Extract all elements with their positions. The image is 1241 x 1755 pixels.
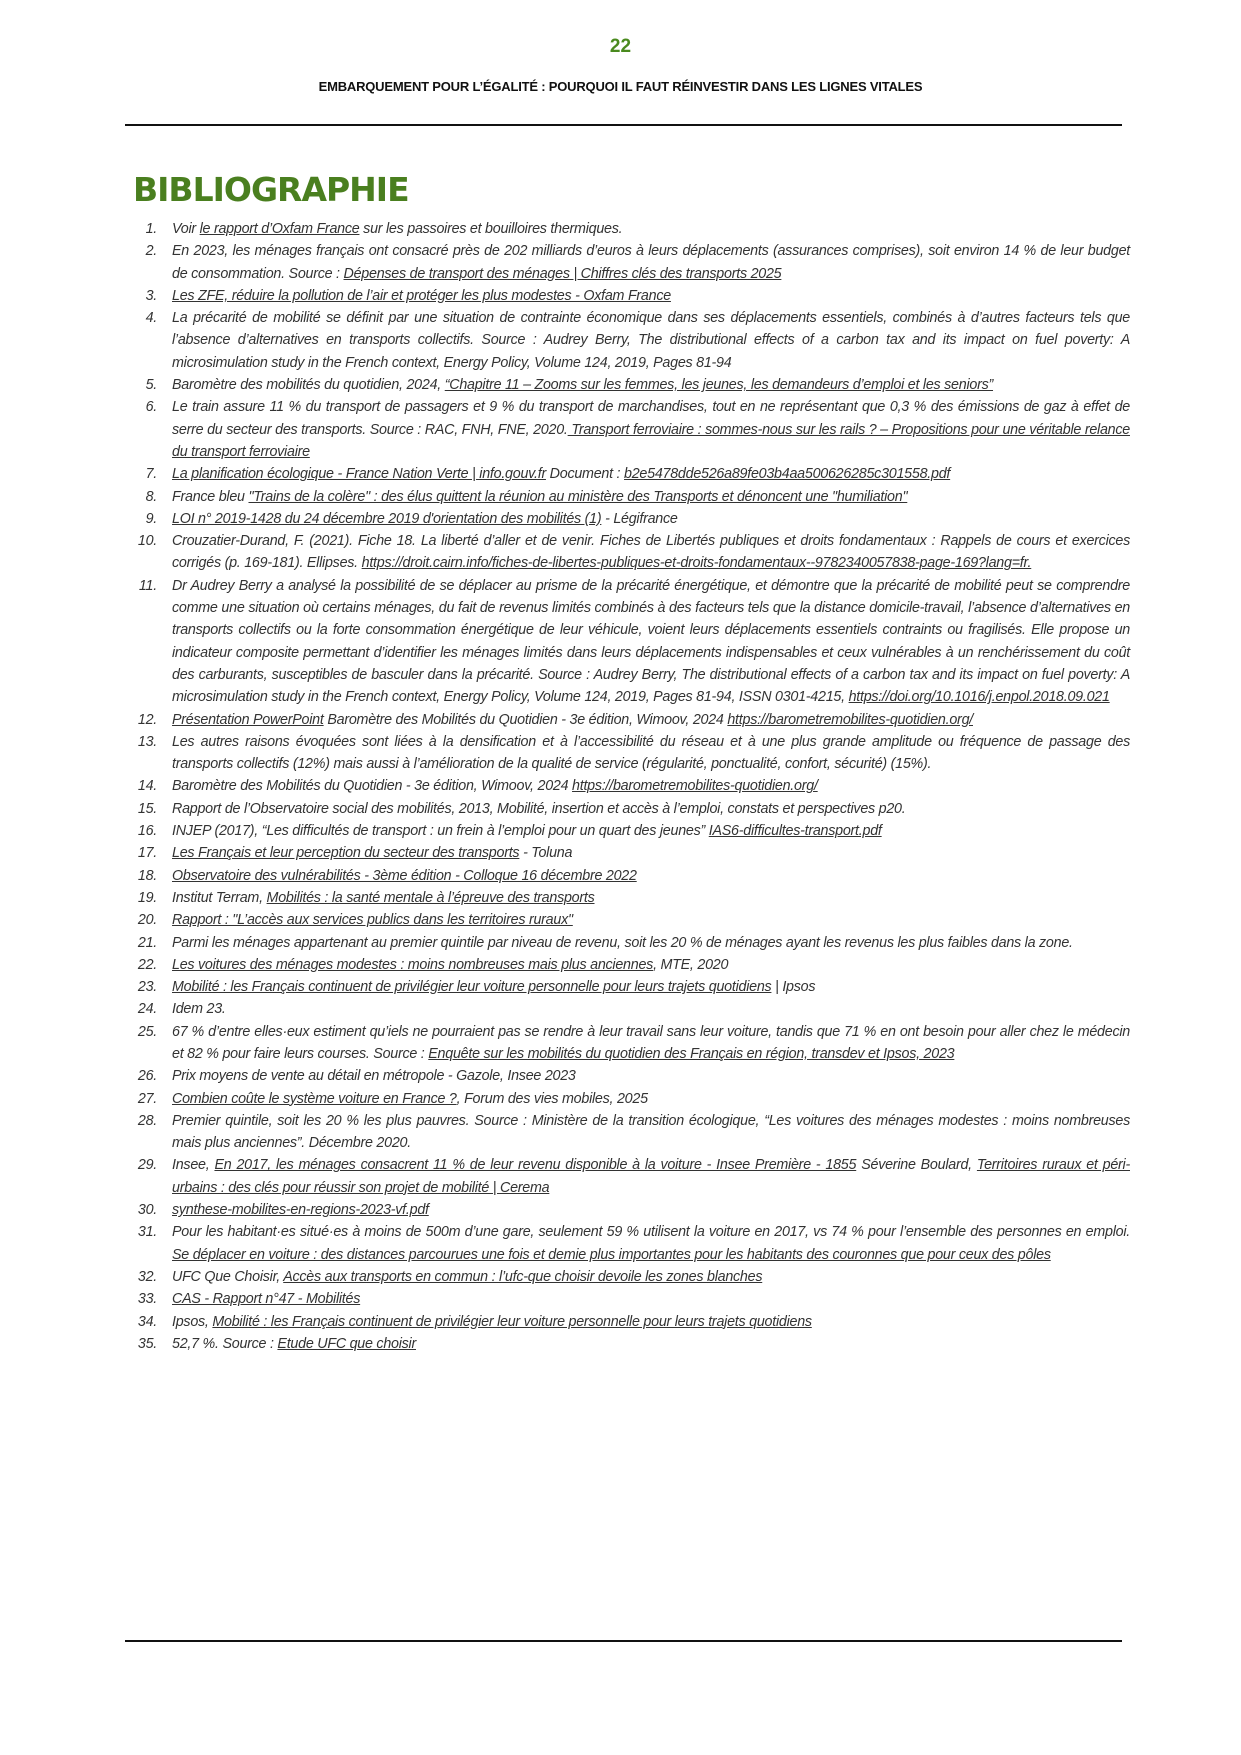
reference-number: 35. (137, 1335, 157, 1352)
reference-number: 14. (137, 778, 157, 795)
reference-number: 33. (137, 1291, 157, 1308)
reference-text-segment: , Forum des vies mobiles, 2025 (456, 1090, 648, 1107)
reference-text-segment: 67 % d’entre elles·eux estiment qu’iels ne pourraient pas se rendre à leur travail sans leur voiture, tandis que 71 % en ont besoin pour aller chez le médecin et 82 % pour faire leurs courses. Source : (172, 1023, 1130, 1062)
reference-number: 27. (137, 1090, 157, 1107)
reference-link[interactable]: LOI n° 2019-1428 du 24 décembre 2019 d'orientation des mobilités (1) (172, 510, 602, 527)
reference-link[interactable]: Enquête sur les mobilités du quotidien des Français en région, transdev et Ipsos, 2023 (428, 1045, 955, 1062)
reference-text (160, 307, 1130, 374)
reference-link[interactable]: https://doi.org/10.1016/j.enpol.2018.09.021 (848, 689, 1110, 706)
reference-text (160, 976, 1130, 998)
reference-link[interactable]: Transport ferroviaire : sommes-nous sur les rails ? – Propositions pour une véritable relance du transport ferroviaire (172, 421, 1130, 460)
reference-number: 21. (137, 934, 157, 951)
reference-text (160, 1065, 1130, 1087)
reference-number: 22. (137, 956, 157, 973)
reference-number: 12. (137, 711, 157, 728)
reference-item (137, 307, 1130, 374)
reference-text-segment: Prix moyens de vente au détail en métropole - Gazole, Insee 2023 (172, 1068, 576, 1085)
reference-link[interactable]: Les ZFE, réduire la pollution de l’air et protéger les plus modestes - Oxfam France (172, 287, 671, 304)
reference-item (137, 374, 1130, 396)
reference-item (137, 775, 1130, 797)
header-divider (125, 124, 1122, 126)
reference-number: 26. (137, 1068, 157, 1085)
reference-number: 31. (137, 1224, 157, 1241)
reference-text-segment: Idem 23. (172, 1001, 226, 1018)
reference-number: 8. (145, 488, 157, 505)
reference-item (137, 842, 1130, 864)
reference-number: 24. (137, 1001, 157, 1018)
reference-text (160, 1266, 1130, 1288)
reference-text (160, 909, 1130, 931)
reference-item (137, 731, 1130, 776)
reference-item (137, 909, 1130, 931)
reference-text-segment: Institut Terram, (172, 889, 267, 906)
reference-link[interactable]: b2e5478dde526a89fe03b4aa500626285c301558.pdf (624, 466, 951, 483)
reference-text (160, 842, 1130, 864)
reference-link[interactable]: Mobilité : les Français continuent de privilégier leur voiture personnelle pour leurs trajets quotidiens (212, 1313, 812, 1330)
reference-item (137, 998, 1130, 1020)
reference-text (160, 998, 1130, 1020)
reference-text (160, 218, 1130, 240)
reference-item (137, 1288, 1130, 1310)
reference-item (137, 218, 1130, 240)
reference-text (160, 709, 1130, 731)
reference-link[interactable]: synthese-mobilites-en-regions-2023-vf.pdf (172, 1202, 429, 1219)
reference-item (137, 1199, 1130, 1221)
reference-text-segment: Baromètre des mobilités du quotidien, 2024, (172, 377, 445, 394)
reference-item (137, 1221, 1130, 1266)
reference-text-segment: Le train assure 11 % du transport de passagers et 9 % du transport de marchandises, tout en ne représentant que 0,3 % des émissions de gaz à effet de serre du secteur des transports. Source : RAC, FNH, FNE, 2020. (172, 399, 1130, 438)
reference-number: 23. (137, 979, 157, 996)
reference-link[interactable]: Se déplacer en voiture : des distances parcourues une fois et demie plus importantes pour les habitants des couronnes que pour ceux des pôles (172, 1246, 1051, 1263)
reference-text-segment: | Ipsos (771, 979, 816, 996)
reference-text (160, 1088, 1130, 1110)
reference-text (160, 575, 1130, 709)
reference-text (160, 1021, 1130, 1066)
reference-text (160, 285, 1130, 307)
reference-text-segment: 52,7 %. Source : (172, 1335, 278, 1352)
reference-link[interactable]: le rapport d’Oxfam France (199, 221, 360, 237)
reference-text (160, 954, 1130, 976)
reference-number: 30. (137, 1202, 157, 1219)
reference-item (137, 976, 1130, 998)
reference-text (160, 240, 1130, 285)
reference-text-segment: Rapport de l’Observatoire social des mobilités, 2013, Mobilité, insertion et accès à l’emploi, constats et perspectives p20. (172, 800, 906, 817)
reference-text (160, 887, 1130, 909)
reference-link[interactable]: "Trains de la colère" : des élus quittent la réunion au ministère des Transports et dénoncent une "humiliation" (248, 488, 908, 505)
reference-item (137, 887, 1130, 909)
reference-item (137, 820, 1130, 842)
reference-number: 18. (137, 867, 157, 884)
reference-number: 15. (137, 800, 157, 817)
reference-item (137, 530, 1130, 575)
reference-text-segment: sur les passoires et bouilloires thermiques. (359, 221, 623, 237)
reference-text (160, 932, 1130, 954)
reference-item (137, 1311, 1130, 1333)
reference-text-segment: Les autres raisons évoquées sont liées à la densification et à l’accessibilité du réseau et à une plus grande amplitude ou fréquence de passage des transports collectifs (12%) mais aussi à l’amélioration de la qualité de service (régularité, ponctualité, confort, sécurité) (15%). (172, 733, 1130, 773)
reference-link[interactable]: https://barometremobilites-quotidien.org/ (727, 711, 973, 728)
reference-text (160, 820, 1130, 842)
reference-number: 32. (137, 1268, 157, 1285)
reference-text-segment: Crouzatier-Durand, F. (2021). Fiche 18. La liberté d’aller et de venir. Fiches de Libertés publiques et droits fondamentaux : Rappels de cours et exercices corrigés (p. 169-181). Ellipses. (172, 533, 1130, 572)
reference-number: 25. (137, 1023, 157, 1040)
reference-link[interactable]: Les Français et leur perception du secteur des transports (172, 845, 520, 862)
reference-number: 29. (137, 1157, 157, 1174)
footer-divider (125, 1640, 1122, 1642)
reference-text-segment: INJEP (2017), “Les difficultés de transport : un frein à l’emploi pour un quart des jeunes” (172, 823, 709, 840)
reference-link[interactable]: https://droit.cairn.info/fiches-de-libertes-publiques-et-droits-fondamentaux--9782340057838-page-169?lang=fr. (361, 555, 1032, 572)
reference-number: 17. (137, 845, 157, 862)
reference-text-segment: - Légifrance (601, 510, 678, 527)
reference-item (137, 954, 1130, 976)
reference-text (160, 775, 1130, 797)
reference-link[interactable]: Observatoire des vulnérabilités - 3ème édition - Colloque 16 décembre 2022 (172, 867, 637, 884)
reference-item (137, 865, 1130, 887)
reference-item (137, 1021, 1130, 1066)
reference-text-segment: Ipsos, (172, 1313, 213, 1330)
reference-item (137, 486, 1130, 508)
reference-number: 1. (145, 221, 157, 237)
reference-number: 11. (138, 577, 157, 594)
reference-number: 3. (145, 287, 157, 304)
reference-text (160, 374, 1130, 396)
reference-item (137, 932, 1130, 954)
reference-text (160, 1154, 1130, 1199)
reference-link[interactable]: Combien coûte le système voiture en France ? (172, 1090, 457, 1107)
reference-number: 5. (145, 377, 157, 394)
reference-item (137, 463, 1130, 485)
reference-link[interactable]: En 2017, les ménages consacrent 11 % de leur revenu disponible à la voiture - Insee Première - 1855 (214, 1157, 857, 1174)
bibliography-list (137, 218, 1130, 1355)
reference-number: 10. (137, 533, 157, 550)
reference-text (160, 530, 1130, 575)
reference-number: 4. (145, 310, 157, 327)
reference-text-segment: - Toluna (519, 845, 573, 862)
reference-link[interactable]: IAS6-difficultes-transport.pdf (708, 823, 882, 840)
reference-text (160, 731, 1130, 776)
reference-text (160, 396, 1130, 463)
reference-number: 13. (137, 733, 157, 750)
reference-text-segment: Baromètre des Mobilités du Quotidien - 3e édition, Wimoov, 2024 (323, 711, 728, 728)
reference-text (160, 486, 1130, 508)
reference-link[interactable]: “Chapitre 11 – Zooms sur les femmes, les jeunes, les demandeurs d’emploi et les seniors” (444, 377, 994, 394)
reference-text-segment: Document : (545, 466, 625, 483)
reference-item (137, 798, 1130, 820)
reference-text-segment: , MTE, 2020 (653, 956, 729, 973)
reference-item (137, 285, 1130, 307)
reference-number: 16. (137, 823, 157, 840)
reference-number: 6. (145, 399, 157, 416)
reference-link[interactable]: Etude UFC que choisir (277, 1335, 416, 1352)
reference-item (137, 1088, 1130, 1110)
reference-number: 7. (145, 466, 157, 483)
reference-number: 19. (137, 889, 157, 906)
reference-text (160, 1110, 1130, 1155)
reference-text (160, 1333, 1130, 1355)
reference-number: 34. (137, 1313, 157, 1330)
page-number: 22 (609, 36, 632, 57)
reference-text (160, 508, 1130, 530)
reference-link[interactable]: La planification écologique - France Nation Verte | info.gouv.fr (172, 466, 546, 483)
reference-link[interactable]: Accès aux transports en commun : l’ufc-que choisir devoile les zones blanches (283, 1268, 763, 1285)
reference-item (137, 1110, 1130, 1155)
reference-text (160, 1288, 1130, 1310)
reference-text-segment: Dr Audrey Berry a analysé la possibilité de se déplacer au prisme de la précarité énergétique, et démontre que la précarité de mobilité peut se comprendre comme une situation où certains ménages, du fait de revenus limités combinés à des facteurs tels que la distance domicile-travail, l’absence d’alternatives en transports collectifs ou la forte consommation énergétique de leur véhicule, voient leurs déplacements essentiels contraints ou fragilisés. Elle propose un indicateur composite permettant d’identifier les ménages limités dans leurs déplacements indispensables et ceux vulnérables à un renchérissement du coût des carburants, susceptibles de basculer dans la précarité. Source : Audrey Berry, The distributional effects of a carbon tax and its impact on fuel poverty: A microsimulation study in the French context, Energy Policy, Volume 124, 2019, Pages 81-94, ISSN 0301-4215, (172, 577, 1130, 706)
reference-number: 9. (145, 510, 157, 527)
reference-link[interactable]: Mobilité : les Français continuent de privilégier leur voiture personnelle pour leurs trajets quotidiens (172, 979, 772, 996)
reference-link[interactable]: Territoires ruraux et péri-urbains : des clés pour réussir son projet de mobilité | Cerema (172, 1157, 1130, 1196)
reference-link[interactable]: Présentation PowerPoint (172, 711, 324, 728)
reference-text (160, 865, 1130, 887)
reference-item (137, 396, 1130, 463)
reference-item (137, 1333, 1130, 1355)
reference-link[interactable]: Dépenses de transport des ménages | Chiffres clés des transports 2025 (343, 265, 782, 282)
reference-text (160, 798, 1130, 820)
reference-item (137, 1065, 1130, 1087)
document-title: EMBARQUEMENT POUR L’ÉGALITÉ : POURQUOI IL FAUT RÉINVESTIR DANS LES LIGNES VITALES (318, 79, 923, 94)
reference-text-segment: Baromètre des Mobilités du Quotidien - 3e édition, Wimoov, 2024 (172, 778, 573, 795)
reference-text-segment: Séverine Boulard, (856, 1157, 977, 1174)
reference-link[interactable]: Les voitures des ménages modestes : moins nombreuses mais plus anciennes (172, 956, 654, 973)
reference-number: 28. (137, 1112, 157, 1129)
reference-text-segment: France bleu (172, 488, 249, 505)
reference-link[interactable]: Rapport : "L’accès aux services publics dans les territoires ruraux" (172, 912, 573, 929)
reference-item (137, 709, 1130, 731)
page-heading: BIBLIOGRAPHIE (133, 170, 409, 209)
reference-text-segment: UFC Que Choisir, (172, 1268, 284, 1285)
reference-link[interactable]: Mobilités : la santé mentale à l’épreuve des transports (266, 889, 595, 906)
reference-text-segment: Voir (172, 221, 200, 237)
reference-item (137, 508, 1130, 530)
reference-text-segment: La précarité de mobilité se définit par une situation de contrainte économique dans ses déplacements essentiels, combinés à d’autres facteurs tels que l’absence d’alternatives en transports collectifs. Source : Audrey Berry, The distributional effects of a carbon tax and its impact on fuel poverty: A microsimulation study in the French context, Energy Policy, Volume 124, 2019, Pages 81-94 (172, 310, 1130, 371)
reference-number: 2. (145, 243, 157, 260)
reference-text (160, 463, 1130, 485)
reference-text (160, 1199, 1130, 1221)
reference-item (137, 1154, 1130, 1199)
reference-text (160, 1311, 1130, 1333)
reference-text-segment: Pour les habitant·es situé·es à moins de 500m d’une gare, seulement 59 % utilisent la voiture en 2017, vs 74 % pour l’ensemble des personnes en emploi. (172, 1224, 1130, 1241)
reference-text-segment: En 2023, les ménages français ont consacré près de 202 milliards d’euros à leurs déplacements (assurances comprises), soit environ 14 % de leur budget de consommation. Source : (172, 243, 1130, 282)
reference-item (137, 575, 1130, 709)
reference-text-segment: Premier quintile, soit les 20 % les plus pauvres. Source : Ministère de la transition écologique, “Les voitures des ménages modestes : moins nombreuses mais plus anciennes”. Décembre 2020. (172, 1112, 1130, 1152)
reference-item (137, 1266, 1130, 1288)
reference-item (137, 240, 1130, 285)
reference-link[interactable]: CAS - Rapport n°47 - Mobilités (172, 1291, 361, 1308)
reference-text-segment: Parmi les ménages appartenant au premier quintile par niveau de revenu, soit les 20 % de ménages ayant les revenus les plus faibles dans la zone. (172, 934, 1073, 951)
reference-number: 20. (137, 912, 157, 929)
reference-text-segment: Insee, (172, 1157, 215, 1174)
reference-link[interactable]: https://barometremobilites-quotidien.org/ (572, 778, 818, 795)
reference-text (160, 1221, 1130, 1266)
